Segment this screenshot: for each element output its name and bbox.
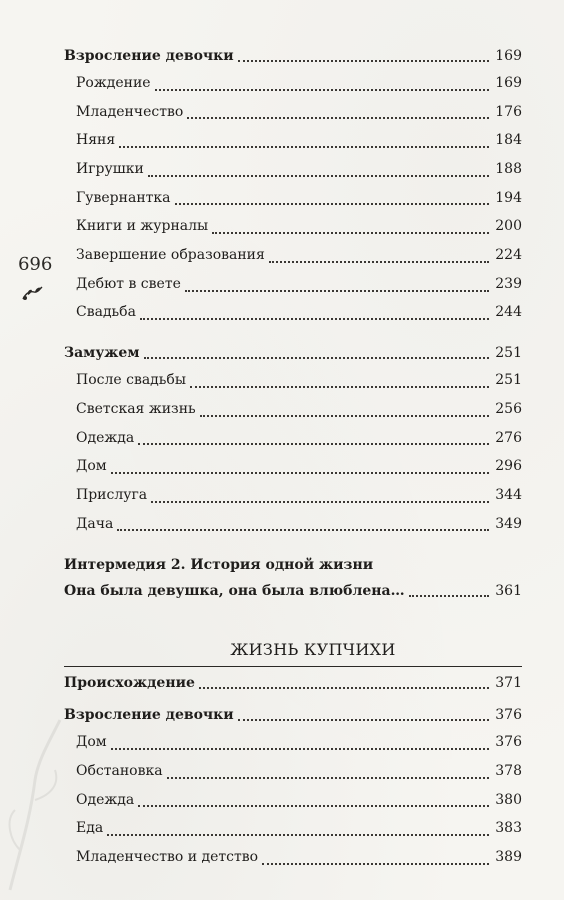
toc-entry-sub <box>64 184 522 213</box>
toc-entry-title: Одежда <box>76 429 135 446</box>
toc-entry-page: 184 <box>495 132 522 149</box>
toc-entry-page: 380 <box>495 791 522 808</box>
toc-entry-sub <box>64 424 522 453</box>
dot-leader <box>151 500 489 503</box>
toc-section-girl-growing-up <box>64 43 522 327</box>
toc-entry-title: Книги и журналы <box>76 218 209 235</box>
toc-entry-page: 244 <box>495 304 522 321</box>
toc-entry-page: 200 <box>495 218 522 235</box>
toc-entry-title: Замужем <box>64 345 140 362</box>
toc-entry-sub <box>64 452 522 481</box>
toc-entry-sub <box>64 786 522 815</box>
toc-entry-page: 188 <box>495 161 522 178</box>
toc-entry-title: После свадьбы <box>76 372 186 389</box>
toc-entry-page: 251 <box>495 372 522 389</box>
toc-entry-sub <box>64 814 522 843</box>
dot-leader <box>138 804 489 807</box>
dot-leader <box>212 231 489 234</box>
dot-leader <box>111 471 490 474</box>
toc-entry-title: Дебют в свете <box>76 275 181 292</box>
toc-entry-page: 376 <box>495 734 522 751</box>
toc-entry-title: Светская жизнь <box>76 400 196 417</box>
toc-entry-page: 376 <box>495 707 522 724</box>
toc-entry-title: Еда <box>76 820 104 837</box>
dot-leader <box>190 385 489 388</box>
toc-entry-page: 251 <box>495 345 522 362</box>
dot-leader <box>140 317 489 320</box>
toc-entry-title: Младенчество и детство <box>76 849 259 866</box>
dot-leader <box>238 718 490 721</box>
toc-entry-sub <box>64 843 522 872</box>
toc-entry-sub <box>64 299 522 328</box>
toc-entry-title: Няня <box>76 132 116 149</box>
dot-leader <box>155 88 490 91</box>
toc-entry-title: Рождение <box>76 74 151 91</box>
toc-entry-page: 276 <box>495 429 522 446</box>
dot-leader <box>138 442 489 445</box>
toc-entry-main <box>64 340 522 366</box>
toc-entry-page: 383 <box>495 820 522 837</box>
toc-entry-title: Одежда <box>76 791 135 808</box>
toc-entry-main <box>64 43 522 69</box>
toc-entry-sub <box>64 366 522 395</box>
toc-entry-sub <box>64 757 522 786</box>
dot-leader <box>238 59 490 62</box>
toc-entry-title: Младенчество <box>76 103 184 120</box>
dot-leader <box>185 289 489 292</box>
toc-section-married <box>64 340 522 538</box>
toc-entry-page: 194 <box>495 189 522 206</box>
toc-entry-sub <box>64 69 522 98</box>
dot-leader <box>269 260 489 263</box>
toc-entry-title: Дом <box>76 458 107 475</box>
toc-entry-sub <box>64 481 522 510</box>
toc-entry-page: 169 <box>495 74 522 91</box>
dot-leader <box>111 747 490 750</box>
toc-entry-sub <box>64 126 522 155</box>
dot-leader <box>117 528 489 531</box>
toc-entry-title: Завершение образования <box>76 247 265 264</box>
toc-entry-sub <box>64 241 522 270</box>
toc-entry-page: 371 <box>495 675 522 692</box>
dot-leader <box>199 686 489 689</box>
table-of-contents <box>64 43 522 872</box>
toc-entry-page: 239 <box>495 275 522 292</box>
toc-entry-title: Свадьба <box>76 304 136 321</box>
toc-entry-page: 256 <box>495 400 522 417</box>
page-number: 969 <box>18 252 53 273</box>
toc-entry-title: Гувернантка <box>76 189 171 206</box>
toc-entry-page: 224 <box>495 247 522 264</box>
toc-entry-main <box>64 578 522 604</box>
floral-ornament-icon <box>20 281 46 303</box>
toc-section-girl-growing-up-merchant <box>64 702 522 871</box>
toc-entry-sub <box>64 270 522 299</box>
toc-entry-main <box>64 670 522 696</box>
toc-entry-page: 349 <box>495 515 522 532</box>
toc-entry-page: 176 <box>495 103 522 120</box>
part-title: ЖИЗНЬ КУПЧИХИ <box>230 640 396 660</box>
dot-leader <box>119 145 489 148</box>
toc-entry-title: Взросление девочки <box>64 48 234 64</box>
dot-leader <box>262 862 489 865</box>
toc-entry-sub <box>64 728 522 757</box>
toc-entry-title: Обстановка <box>76 762 163 779</box>
toc-entry-title: Дом <box>76 734 107 751</box>
dot-leader <box>167 776 490 779</box>
toc-entry-sub <box>64 510 522 539</box>
toc-entry-page: 344 <box>495 486 522 503</box>
toc-entry-sub <box>64 212 522 241</box>
toc-entry-page: 296 <box>495 458 522 475</box>
toc-entry-title: Она была девушка, она была влюблена… <box>64 583 405 600</box>
toc-entry-title: Взросление девочки <box>64 707 234 724</box>
toc-entry-page: 361 <box>495 583 522 600</box>
toc-entry-main <box>64 702 522 728</box>
toc-section-origins <box>64 670 522 696</box>
toc-entry-page: 378 <box>495 762 522 779</box>
toc-entry-sub <box>64 155 522 184</box>
toc-entry-title: Происхождение <box>64 675 195 692</box>
toc-entry-page: 389 <box>495 849 522 866</box>
toc-entry-sub <box>64 395 522 424</box>
toc-entry-title: Игрушки <box>76 161 144 178</box>
toc-entry-title: Дача <box>76 515 114 532</box>
dot-leader <box>187 116 489 119</box>
toc-entry-page: 169 <box>495 48 522 64</box>
dot-leader <box>107 833 489 836</box>
divider <box>64 666 522 667</box>
toc-entry-title: Прислуга <box>76 486 148 503</box>
toc-section-intermezzo <box>64 552 522 604</box>
intermezzo-heading: Интермедия 2. История одной жизни <box>64 557 374 574</box>
dot-leader <box>144 356 490 359</box>
dot-leader <box>175 202 490 205</box>
toc-entry-sub <box>64 98 522 127</box>
dot-leader <box>148 174 489 177</box>
dot-leader <box>200 414 490 417</box>
dot-leader <box>409 594 490 597</box>
